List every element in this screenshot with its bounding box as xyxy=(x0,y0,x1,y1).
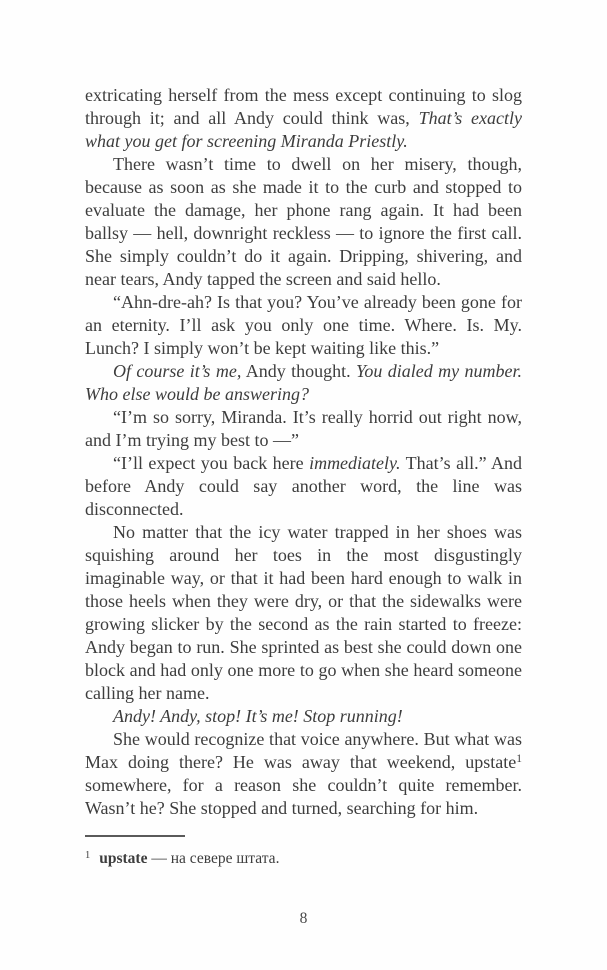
footnote-ref: 1 xyxy=(516,753,522,765)
text-segment: That’s all.” And before Andy could say another word, the line was disconnected. xyxy=(85,453,522,519)
text-segment: Andy thought. xyxy=(241,361,356,381)
body-text xyxy=(85,84,522,820)
text-segment: extricating herself from the mess except continuing to slog through it; and all Andy could think was, xyxy=(85,85,522,128)
text-segment: “Ahn-dre-ah? Is that you? You’ve already been gone for an eternity. I’ll ask you only one time. Where. Is. My. Lunch? I simply won’t be kept waiting like this.” xyxy=(85,292,522,358)
text-segment: That’s exactly what you get for screening Miranda Priestly. xyxy=(85,108,522,151)
text-segment: “I’m so sorry, Miranda. It’s really horrid out right now, and I’m trying my best to —” xyxy=(85,407,522,450)
text-segment: She would recognize that voice anywhere. But what was Max doing there? He was away that weekend, upstate xyxy=(85,729,522,772)
text-segment: immediately. xyxy=(309,453,401,473)
text-segment: You dialed my number. Who else would be answering? xyxy=(85,361,522,404)
paragraph xyxy=(85,452,522,521)
paragraph xyxy=(85,521,522,705)
footnote xyxy=(85,846,522,869)
text-segment: “I’ll expect you back here xyxy=(113,453,310,473)
footnote-term: upstate xyxy=(99,850,148,867)
text-segment: There wasn’t time to dwell on her misery, though, because as soon as she made it to the curb and stopped to evaluate the damage, her phone rang again. It had been ballsy — hell, downright reckless — to ignore the first call. She simply couldn’t do it again. Dripping, shivering, and near tears, Andy tapped the screen and said hello. xyxy=(85,154,522,289)
text-segment: somewhere, for a reason she couldn’t quite remember. Wasn’t he? She stopped and turned, searching for him. xyxy=(85,775,522,818)
paragraph xyxy=(85,84,522,153)
paragraph xyxy=(85,728,522,820)
paragraph xyxy=(85,153,522,291)
paragraph xyxy=(85,406,522,452)
footnote-marker: 1 xyxy=(85,850,91,861)
footnote-block xyxy=(85,835,522,869)
footnote-definition: — на севере штата. xyxy=(151,850,280,867)
text-segment: Of course it’s me, xyxy=(113,361,242,381)
footnote-separator xyxy=(85,835,185,837)
paragraph xyxy=(85,705,522,728)
text-segment: Andy! Andy, stop! It’s me! Stop running! xyxy=(113,706,403,726)
paragraph xyxy=(85,360,522,406)
paragraph xyxy=(85,291,522,360)
text-segment: No matter that the icy water trapped in her shoes was squishing around her toes in the most disgustingly imaginable way, or that it had been hard enough to walk in those heels when they were dry, or that the sidewalks were growing slicker by the second as the rain started to freeze: Andy began to run. She sprinted as best she could down one block and had only one more to go when she heard someone calling her name. xyxy=(85,522,522,703)
page-number: 8 xyxy=(299,910,308,927)
